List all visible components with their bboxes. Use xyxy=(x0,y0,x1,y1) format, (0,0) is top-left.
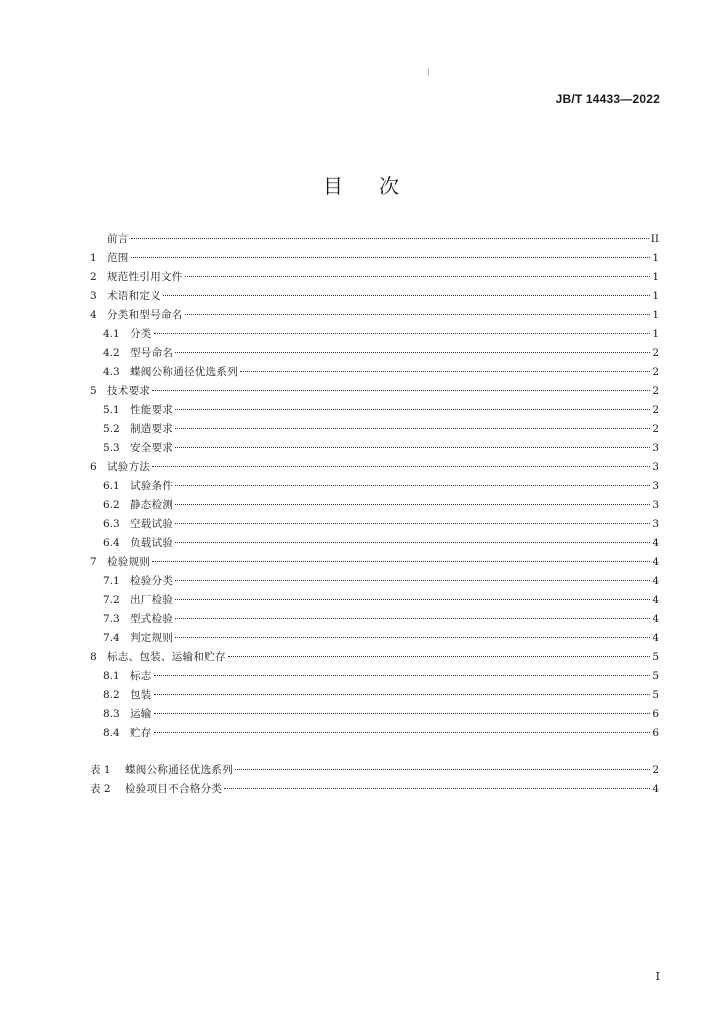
toc-entry-page: 4 xyxy=(652,632,659,644)
toc-entry[interactable] xyxy=(90,325,659,344)
page-title xyxy=(0,170,724,199)
title-char-2: 次 xyxy=(379,174,401,198)
toc-entry-page: 4 xyxy=(652,594,659,606)
toc-entry-number: 8.2 xyxy=(103,689,120,701)
dot-leader xyxy=(175,447,650,448)
toc-entry-number: 7.2 xyxy=(103,594,120,606)
toc-entry-page: 3 xyxy=(652,518,659,530)
dot-leader xyxy=(185,314,651,315)
dot-leader xyxy=(235,769,650,770)
toc-entry[interactable] xyxy=(90,572,659,591)
toc-entry-title: 静态检测 xyxy=(130,499,174,511)
toc-entry-title: 性能要求 xyxy=(130,404,174,416)
title-char-1: 目 xyxy=(323,174,345,198)
toc-entry-title: 制造要求 xyxy=(130,423,174,435)
dot-leader xyxy=(175,409,650,410)
page-number: I xyxy=(655,970,660,983)
dot-leader xyxy=(131,238,649,239)
toc-entry-number: 6.3 xyxy=(103,518,120,530)
dot-leader xyxy=(154,694,651,695)
toc-entry-page: 3 xyxy=(652,499,659,511)
toc-entry-title: 蝶阀公称通径优选系列 xyxy=(125,764,233,776)
toc-entry-page: 4 xyxy=(652,783,659,795)
dot-leader xyxy=(152,390,650,391)
toc-entry-number: 7.4 xyxy=(103,632,120,644)
toc-entry-number: 6.2 xyxy=(103,499,120,511)
toc-entry[interactable] xyxy=(90,287,659,306)
toc-entry-page: 2 xyxy=(652,423,659,435)
toc-entry-title: 试验条件 xyxy=(130,480,174,492)
toc-entry-number: 1 xyxy=(90,252,97,264)
toc-entry-number: 5.3 xyxy=(103,442,120,454)
toc-entry-number: 4.3 xyxy=(103,366,120,378)
toc-entry[interactable] xyxy=(90,306,659,325)
dot-leader xyxy=(154,732,651,733)
dot-leader xyxy=(163,295,650,296)
toc-entry-title: 运输 xyxy=(130,708,152,720)
toc-entry-page: 6 xyxy=(652,727,659,739)
toc-entry-title: 空载试验 xyxy=(130,518,174,530)
toc-entry-page: 6 xyxy=(652,708,659,720)
toc-entry-page: 1 xyxy=(652,271,659,283)
toc-entry-number: 7 xyxy=(90,556,97,568)
toc-entry-title: 型号命名 xyxy=(130,347,174,359)
toc-entry-page: 4 xyxy=(652,575,659,587)
toc-entry-title: 规范性引用文件 xyxy=(107,271,183,283)
toc-entry-title: 蝶阀公称通径优选系列 xyxy=(130,366,238,378)
dot-leader xyxy=(175,637,650,638)
dot-leader xyxy=(175,523,650,524)
toc-entry-page: 1 xyxy=(652,252,659,264)
toc-entry-number: 表 1 xyxy=(90,764,111,776)
toc-entry-number: 5.2 xyxy=(103,423,120,435)
toc-entry[interactable] xyxy=(90,648,659,667)
toc-entry-page: 2 xyxy=(652,347,659,359)
toc-entry-title: 型式检验 xyxy=(130,613,174,625)
toc-entry[interactable] xyxy=(90,534,659,553)
toc-entry[interactable] xyxy=(90,268,659,287)
toc-entry-page: 2 xyxy=(652,385,659,397)
toc-entry[interactable] xyxy=(90,439,659,458)
toc-entry-title: 检验项目不合格分类 xyxy=(125,783,223,795)
toc-entry-title: 技术要求 xyxy=(107,385,151,397)
dot-leader xyxy=(175,352,650,353)
toc-entry-title: 前言 xyxy=(107,233,129,245)
toc-entry-title: 出厂检验 xyxy=(130,594,174,606)
dot-leader xyxy=(154,675,651,676)
toc-entry[interactable] xyxy=(90,344,659,363)
toc-entry-page: 3 xyxy=(652,442,659,454)
dot-leader xyxy=(175,618,650,619)
toc-entry[interactable] xyxy=(90,382,659,401)
dot-leader xyxy=(185,276,651,277)
toc-entry-title: 检验规则 xyxy=(107,556,151,568)
toc-entry[interactable] xyxy=(90,401,659,420)
dot-leader xyxy=(175,504,650,505)
list-of-tables xyxy=(90,761,659,799)
toc-entry-page: 2 xyxy=(652,366,659,378)
toc-entry-number: 8 xyxy=(90,651,97,663)
dot-leader xyxy=(154,333,651,334)
dot-leader xyxy=(152,466,650,467)
toc-entry-page: 1 xyxy=(652,328,659,340)
toc-entry[interactable] xyxy=(90,477,659,496)
toc-entry-number: 8.3 xyxy=(103,708,120,720)
toc-entry-number: 8.1 xyxy=(103,670,120,682)
toc-entry-number: 6.4 xyxy=(103,537,120,549)
toc-entry-number: 4 xyxy=(90,309,97,321)
toc-entry-page: 3 xyxy=(652,461,659,473)
toc-entry[interactable] xyxy=(90,724,659,743)
toc-entry-number: 2 xyxy=(90,271,97,283)
toc-entry-title: 包装 xyxy=(130,689,152,701)
table-of-contents xyxy=(90,230,659,799)
toc-entry[interactable] xyxy=(90,553,659,572)
table-list-entry[interactable] xyxy=(90,780,659,799)
toc-entry-title: 分类和型号命名 xyxy=(107,309,183,321)
toc-entry-page: 2 xyxy=(652,764,659,776)
toc-entry[interactable] xyxy=(90,496,659,515)
dot-leader xyxy=(175,542,650,543)
dot-leader xyxy=(131,257,651,258)
toc-entry[interactable] xyxy=(90,705,659,724)
toc-entry-title: 术语和定义 xyxy=(107,290,161,302)
toc-entry-page: 5 xyxy=(652,651,659,663)
toc-entry-page: 2 xyxy=(652,404,659,416)
toc-entry-number: 8.4 xyxy=(103,727,120,739)
dot-leader xyxy=(175,599,650,600)
toc-entry[interactable] xyxy=(90,629,659,648)
toc-entry-page: 4 xyxy=(652,613,659,625)
dot-leader xyxy=(175,485,650,486)
toc-entry-number: 3 xyxy=(90,290,97,302)
toc-entry-number: 表 2 xyxy=(90,783,111,795)
toc-entry[interactable] xyxy=(90,686,659,705)
toc-entry-page: 1 xyxy=(652,290,659,302)
dot-leader xyxy=(175,428,650,429)
toc-entry-page: 4 xyxy=(652,556,659,568)
toc-entry-number: 5 xyxy=(90,385,97,397)
toc-entry[interactable] xyxy=(90,667,659,686)
toc-entry-page: 3 xyxy=(652,480,659,492)
toc-entry[interactable] xyxy=(90,363,659,382)
toc-entry-title: 分类 xyxy=(130,328,152,340)
toc-entry-title: 检验分类 xyxy=(130,575,174,587)
toc-entry[interactable] xyxy=(90,249,659,268)
toc-entry-title: 标志 xyxy=(130,670,152,682)
dot-leader xyxy=(224,788,650,789)
toc-entry[interactable] xyxy=(90,230,659,249)
toc-entry-page: 1 xyxy=(652,309,659,321)
toc-entry-number: 7.1 xyxy=(103,575,120,587)
standard-number: JB/T 14433—2022 xyxy=(555,92,660,106)
dot-leader xyxy=(154,713,651,714)
toc-entry-number: 4.1 xyxy=(103,328,120,340)
dot-leader xyxy=(175,580,650,581)
toc-entry[interactable] xyxy=(90,515,659,534)
toc-entry-number: 5.1 xyxy=(103,404,120,416)
dot-leader xyxy=(152,561,650,562)
toc-entry-title: 判定规则 xyxy=(130,632,174,644)
toc-entry-title: 负载试验 xyxy=(130,537,174,549)
toc-entry[interactable] xyxy=(90,610,659,629)
toc-entries xyxy=(90,230,659,743)
toc-entry-number: 6.1 xyxy=(103,480,120,492)
toc-entry-number: 6 xyxy=(90,461,97,473)
toc-entry-page: 5 xyxy=(652,689,659,701)
toc-entry-number: 7.3 xyxy=(103,613,120,625)
scan-mark xyxy=(428,68,429,76)
toc-entry[interactable] xyxy=(90,458,659,477)
toc-entry-page: 5 xyxy=(652,670,659,682)
toc-entry[interactable] xyxy=(90,591,659,610)
dot-leader xyxy=(228,656,651,657)
toc-entry-title: 试验方法 xyxy=(107,461,151,473)
toc-entry[interactable] xyxy=(90,420,659,439)
toc-entry-title: 范围 xyxy=(107,252,129,264)
toc-entry-title: 标志、包装、运输和贮存 xyxy=(107,651,226,663)
table-list-entry[interactable] xyxy=(90,761,659,780)
toc-entry-title: 安全要求 xyxy=(130,442,174,454)
toc-entry-title: 贮存 xyxy=(130,727,152,739)
toc-entry-number: 4.2 xyxy=(103,347,120,359)
toc-entry-page: II xyxy=(650,233,659,245)
toc-entry-page: 4 xyxy=(652,537,659,549)
dot-leader xyxy=(240,371,650,372)
